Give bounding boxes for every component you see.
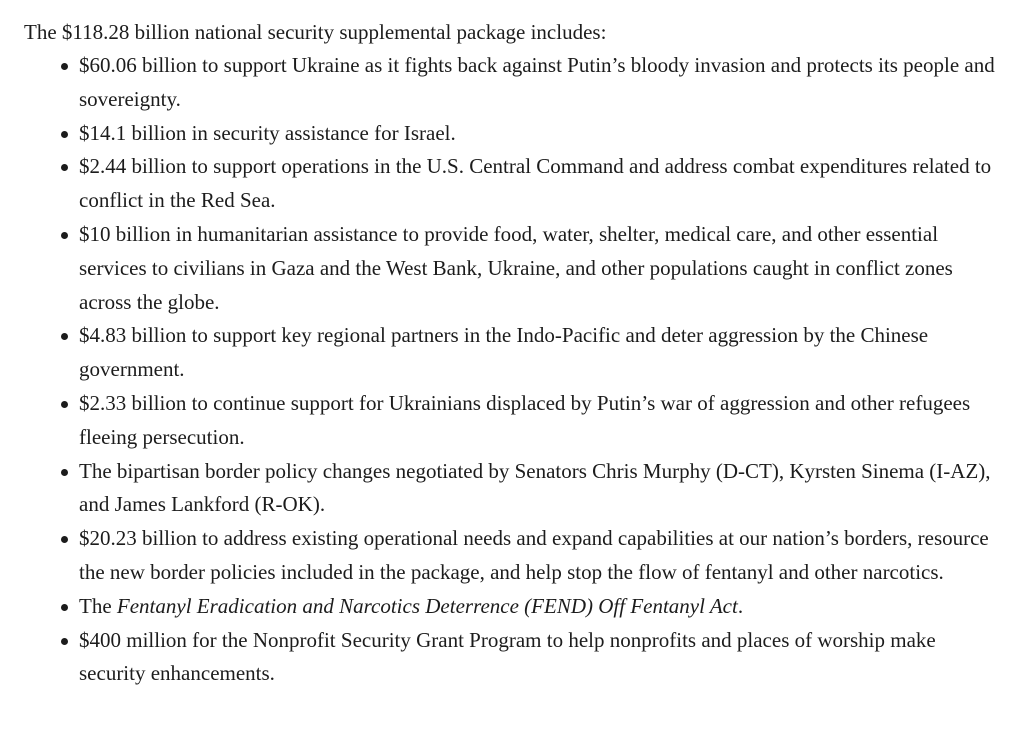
list-item: [24, 319, 1004, 387]
list-item-text: $2.33 billion to continue support for Ukrainians displaced by Putin’s war of aggression and other refugees fleeing persecution.: [79, 390, 971, 449]
list-item: [24, 218, 1004, 319]
bullet-icon: [61, 164, 68, 171]
act-title: Fentanyl Eradication and Narcotics Deterrence (FEND) Off Fentanyl Act: [116, 593, 738, 618]
list-item: [24, 150, 1004, 218]
bullet-icon: [61, 536, 68, 543]
list-item-text: $4.83 billion to support key regional partners in the Indo-Pacific and deter aggression by the Chinese government.: [79, 323, 929, 382]
list-item: [24, 49, 1004, 117]
list-item-text: $20.23 billion to address existing operational needs and expand capabilities at our nation’s borders, resource the new border policies included in the package, and help stop the flow of fentanyl and other narcotics.: [79, 526, 989, 584]
list-item-text: $14.1 billion in security assistance for Israel.: [79, 120, 456, 145]
bullet-icon: [61, 333, 68, 340]
list-item: [24, 117, 1004, 151]
list-item-prefix: The: [79, 593, 117, 618]
package-items-list: [24, 49, 1004, 691]
list-item: [24, 522, 1004, 590]
bullet-icon: [61, 469, 68, 476]
list-item-text: The bipartisan border policy changes negotiated by Senators Chris Murphy (D-CT), Kyrsten Sinema (I-AZ), and James Lankford (R-OK).: [79, 458, 991, 517]
bullet-icon: [61, 131, 68, 138]
list-item-text: $10 billion in humanitarian assistance to provide food, water, shelter, medical care, and other essential services to civilians in Gaza and the West Bank, Ukraine, and other populations caught in conflict zones across the globe.: [79, 221, 953, 314]
list-item-text: $400 million for the Nonprofit Security Grant Program to help nonprofits and places of worship make security enhancements.: [79, 627, 936, 686]
bullet-icon: [61, 63, 68, 70]
bullet-icon: [61, 401, 68, 408]
list-item: [24, 455, 1004, 523]
list-item: [24, 624, 1004, 692]
bullet-icon: [61, 232, 68, 239]
intro-paragraph: The $118.28 billion national security supplemental package includes:: [24, 20, 607, 44]
list-item-suffix: .: [737, 593, 744, 618]
list-item-text: $2.44 billion to support operations in the U.S. Central Command and address combat expenditures related to conflict in the Red Sea.: [79, 154, 992, 213]
bullet-icon: [61, 638, 68, 645]
bullet-icon: [61, 604, 68, 611]
list-item: [24, 590, 1004, 624]
list-item-text: $60.06 billion to support Ukraine as it fights back against Putin’s bloody invasion and protects its people and sovereignty.: [79, 53, 995, 111]
list-item: [24, 387, 1004, 455]
